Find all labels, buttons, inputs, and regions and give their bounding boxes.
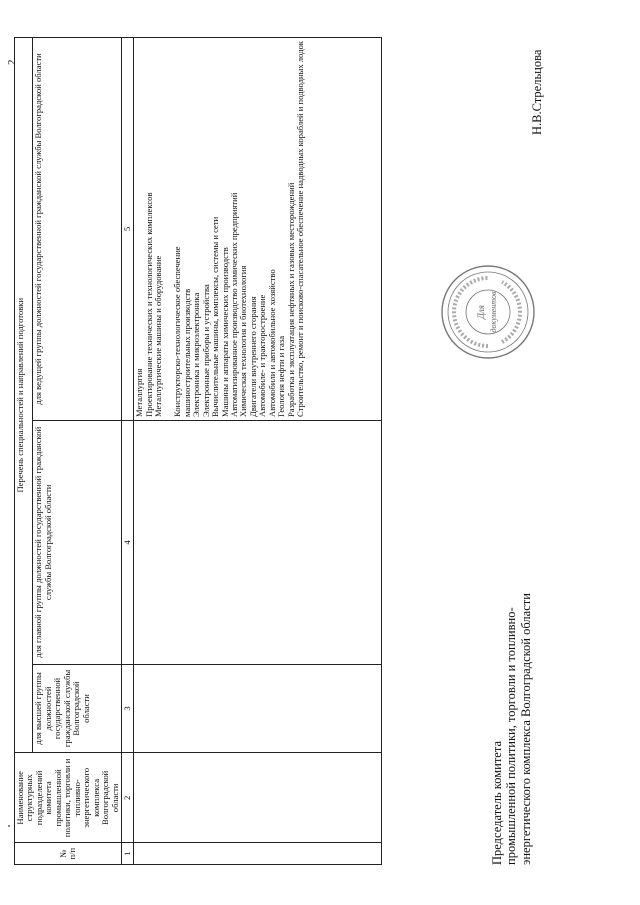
specialty-item: Геология нефти и газа [276, 335, 287, 417]
specialty-item: Металлургия [134, 368, 145, 417]
column-index-1: 1 [121, 843, 133, 865]
specialty-item: Вычислительные машины, комплексы, системы и сети [210, 216, 221, 417]
specialty-item: Строительство, ремонт и поисково-спасательное обеспечение надводных кораблей и подводных лодок [295, 41, 306, 417]
specialty-item: Химическая технология и биотехнология [238, 265, 249, 417]
signatory-name: Н.В.Стрельцова [530, 49, 544, 135]
signatory-line: Председатель комитета [490, 741, 504, 865]
specialty-item: Разработка и эксплуатация нефтяных и газовых месторождений [285, 182, 296, 417]
organization-seal [440, 264, 536, 360]
row-cell-1 [134, 843, 382, 865]
column-index-5: 5 [121, 38, 133, 421]
scan-speck [8, 825, 10, 827]
column-index-2: 2 [121, 753, 133, 843]
signatory-title [490, 593, 533, 865]
column-index-4: 4 [121, 421, 133, 665]
page-number: 2 [6, 59, 18, 65]
specialty-item: Конструкторско-технологическое обеспечение [172, 246, 183, 417]
specialty-item: Автоматизированное производство химических предприятий [228, 192, 239, 417]
specialty-item: Автомобили и автомобильное хозяйство [266, 269, 277, 417]
header-division-name: Наименование структурных подразделений комитета промышленной политики, торговли и топливно-энергетического комплекса Волгоградской области [15, 753, 122, 843]
header-number: № п/п [15, 843, 122, 865]
header-specialties-list: Перечень специальностей и направлений подготовки [15, 38, 33, 753]
signatory-line: промышленной политики, торговли и топливно- [504, 607, 519, 865]
specialty-item: Проектирование технических и технологических комплексов [143, 192, 154, 417]
signatory-line: энергетического комплекса Волгоградской области [518, 593, 533, 865]
specialty-item: Металлургические машины и оборудование [153, 255, 164, 417]
specialties-table [14, 37, 382, 865]
svg-text:документов: документов [489, 291, 498, 333]
header-main-group: для главной группы должностей государственной гражданской службы Волгоградской области [33, 421, 122, 665]
row-cell-2 [134, 753, 382, 843]
specialties-cell [134, 38, 382, 421]
header-highest-group: для высшей группы должностей государственной гражданской службы Волгоградской области [33, 664, 122, 753]
column-index-3: 3 [121, 664, 133, 753]
specialty-item: машиностроительных производств [181, 288, 192, 417]
row-cell-4 [134, 421, 382, 665]
row-cell-3 [134, 664, 382, 753]
svg-text:Для: Для [476, 305, 486, 319]
specialty-item: Машины и аппараты химических производств [219, 247, 230, 417]
specialty-item: Электроника и микроэлектроника [191, 292, 202, 417]
specialty-item: Электронные приборы и устройства [200, 284, 211, 417]
specialty-item: Двигатели внутреннего сгорания [247, 296, 258, 417]
specialty-item: Автомобиле- и тракторостроение [257, 294, 268, 417]
header-leading-group: для ведущей группы должностей государственной гражданской службы Волгоградской области [33, 38, 122, 421]
